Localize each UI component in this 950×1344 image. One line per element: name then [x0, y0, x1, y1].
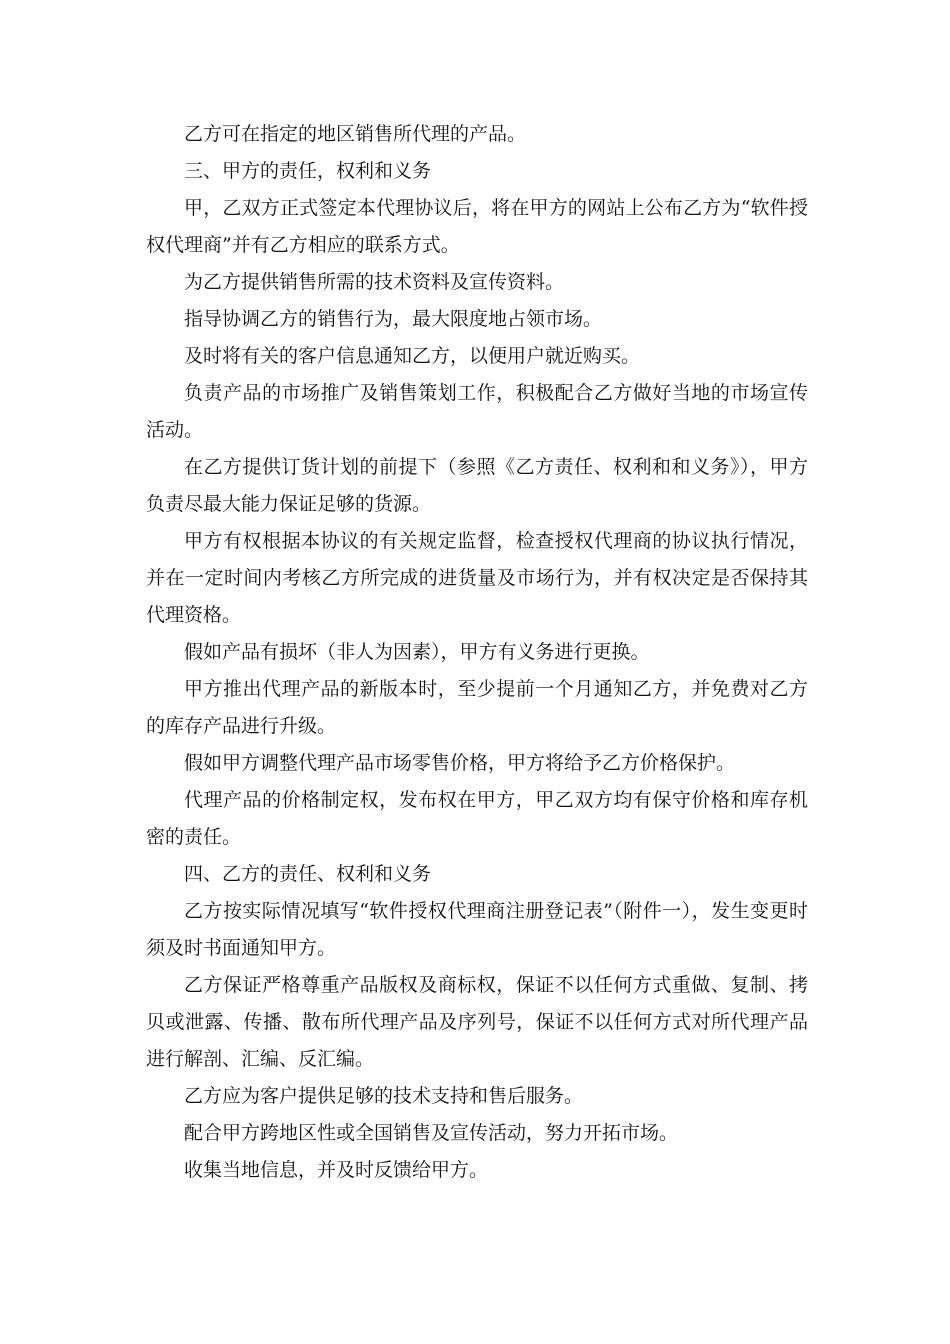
- paragraph: 甲方推出代理产品的新版本时，至少提前一个月通知乙方，并免费对乙方的库存产品进行升级。: [146, 678, 808, 737]
- section-heading-party-b: 四、乙方的责任、权利和义务: [184, 863, 432, 885]
- paragraph: 甲方有权根据本协议的有关规定监督，检查授权代理商的协议执行情况，并在一定时间内考核乙方所完成的进货量及市场行为，并有权决定是否保持其代理资格。: [146, 530, 808, 626]
- paragraph: 甲，乙双方正式签定本代理协议后，将在甲方的网站上公布乙方为“软件授权代理商”并有乙方相应的联系方式。: [146, 197, 808, 256]
- paragraph: 配合甲方跨地区性或全国销售及宣传活动，努力开拓市场。: [184, 1122, 679, 1144]
- paragraph: 乙方可在指定的地区销售所代理的产品。: [184, 123, 527, 145]
- paragraph: 负责产品的市场推广及销售策划工作，积极配合乙方做好当地的市场宣传活动。: [146, 382, 808, 441]
- paragraph: 假如甲方调整代理产品市场零售价格，甲方将给予乙方价格保护。: [184, 752, 736, 774]
- section-heading-party-a: 三、甲方的责任，权利和义务: [184, 160, 432, 182]
- paragraph: 指导协调乙方的销售行为，最大限度地占领市场。: [184, 308, 603, 330]
- paragraph: 为乙方提供销售所需的技术资料及宣传资料。: [184, 271, 565, 293]
- paragraph: 乙方保证严格尊重产品版权及商标权，保证不以任何方式重做、复制、拷贝或泄露、传播、散布所代理产品及序列号，保证不以任何方式对所代理产品进行解剖、汇编、反汇编。: [146, 974, 808, 1070]
- paragraph: 代理产品的价格制定权，发布权在甲方，甲乙双方均有保守价格和库存机密的责任。: [146, 789, 808, 848]
- paragraph: 及时将有关的客户信息通知乙方，以便用户就近购买。: [184, 345, 641, 367]
- paragraph: 收集当地信息，并及时反馈给甲方。: [184, 1159, 489, 1181]
- paragraph: 乙方按实际情况填写“软件授权代理商注册登记表”（附件一），发生变更时须及时书面通知甲方。: [146, 900, 808, 959]
- paragraph: 在乙方提供订货计划的前提下（参照《乙方责任、权利和和义务》），甲方负责尽最大能力保证足够的货源。: [146, 456, 808, 515]
- paragraph: 假如产品有损坏（非人为因素），甲方有义务进行更换。: [184, 641, 650, 663]
- document-body: [146, 116, 808, 1189]
- paragraph: 乙方应为客户提供足够的技术支持和售后服务。: [184, 1085, 584, 1107]
